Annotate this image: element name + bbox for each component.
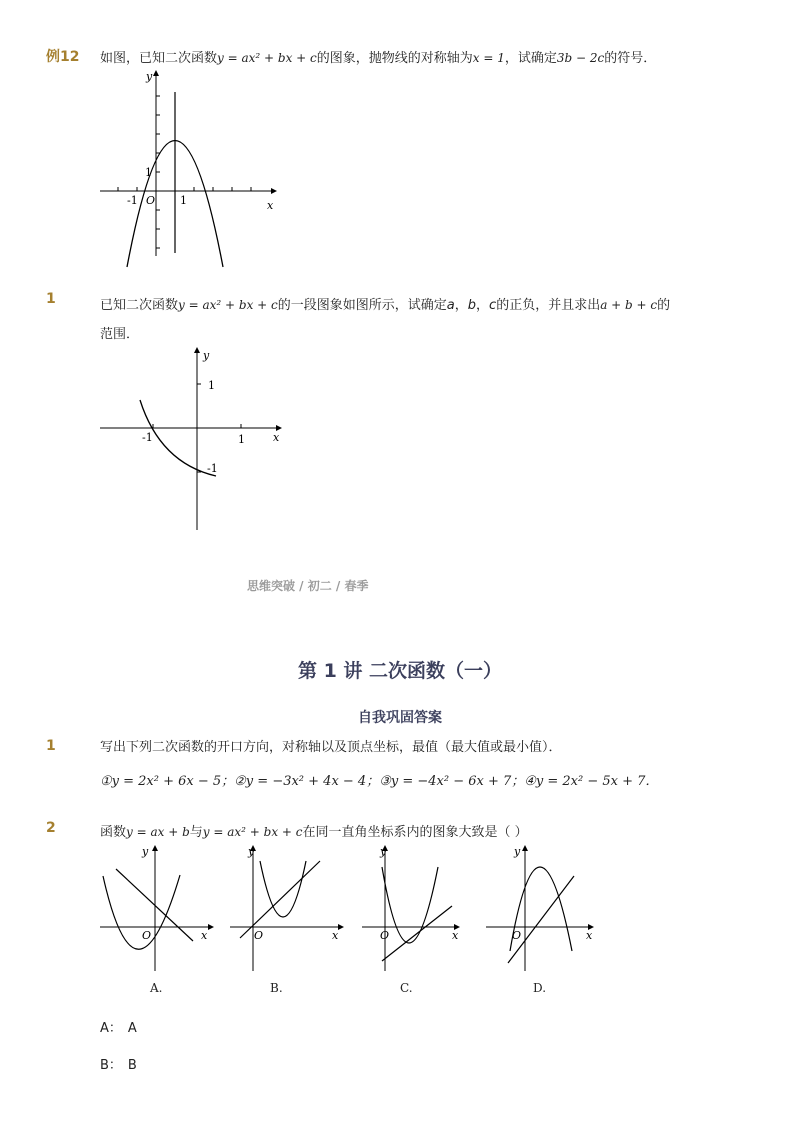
y-axis-label: y: [514, 845, 521, 858]
one-y-label: 1: [145, 166, 152, 179]
origin-label: O: [512, 929, 522, 942]
x-axis-label: x: [586, 929, 593, 942]
origin-label: O: [380, 929, 390, 942]
answer-2-label: 2: [46, 820, 56, 836]
x-axis-label: x: [452, 929, 459, 942]
y-axis-label: y: [380, 845, 387, 858]
y-axis-label: y: [146, 70, 153, 83]
option-d-graph: [484, 843, 604, 973]
origin-label: O: [146, 194, 156, 207]
question-1-label: 1: [46, 291, 56, 307]
neg-one-y-label: -1: [207, 462, 218, 475]
origin-label: O: [254, 929, 264, 942]
y-axis-label: y: [142, 845, 149, 858]
neg-one-x-label: -1: [142, 431, 153, 444]
example-label: 例12: [46, 49, 80, 65]
option-b-label: B.: [270, 981, 283, 995]
x-axis-label: x: [267, 199, 274, 212]
neg-one-label: -1: [127, 194, 138, 207]
one-x-label: 1: [238, 433, 245, 446]
option-a-graph: [98, 843, 218, 973]
page-footer: 思维突破 / 初二 / 春季: [247, 579, 369, 593]
y-axis-label: y: [248, 845, 255, 858]
option-d-label: D.: [533, 981, 547, 995]
lecture-title: 第 1 讲 二次函数（一）: [297, 660, 503, 682]
question-1-text: 已知二次函数y = ax² + bx + c的一段图象如图所示，试确定a，b，c的正负，并且求出a + b + c的: [100, 298, 671, 313]
option-c-label: C.: [400, 981, 413, 995]
answer-2-text: 函数y = ax + b与y = ax² + bx + c在同一直角坐标系内的图象大致是（ ）: [100, 825, 528, 840]
option-b-graph: [228, 843, 348, 973]
example-question-text: 如图，已知二次函数y = ax² + bx + c的图象，抛物线的对称轴为x = 1，试确定3b − 2c的符号．: [100, 51, 657, 66]
one-y-label: 1: [208, 379, 215, 392]
answer-1-label: 1: [46, 738, 56, 754]
answer-choice-a[interactable]: A： A: [100, 1021, 137, 1036]
answer-1-text: 写出下列二次函数的开口方向，对称轴以及顶点坐标，最值（最大值或最小值）．: [100, 740, 562, 755]
answer-1-functions: ①y = 2x² + 6x − 5；②y = −3x² + 4x − 4；③y = −4x² − 6x + 7；④y = 2x² − 5x + 7．: [100, 774, 659, 789]
origin-label: O: [142, 929, 152, 942]
x-axis-label: x: [201, 929, 208, 942]
one-x-label: 1: [180, 194, 187, 207]
section-title: 自我巩固答案: [358, 710, 442, 726]
y-axis-label: y: [203, 349, 210, 362]
question-1-text-line2: 范围．: [100, 327, 140, 342]
option-c-graph: [360, 843, 480, 973]
question-1-graph: [98, 345, 298, 535]
x-axis-label: x: [273, 431, 280, 444]
x-axis-label: x: [332, 929, 339, 942]
example-parabola-graph: [96, 70, 286, 270]
answer-choice-b[interactable]: B： B: [100, 1058, 137, 1073]
option-a-label: A.: [150, 981, 163, 995]
